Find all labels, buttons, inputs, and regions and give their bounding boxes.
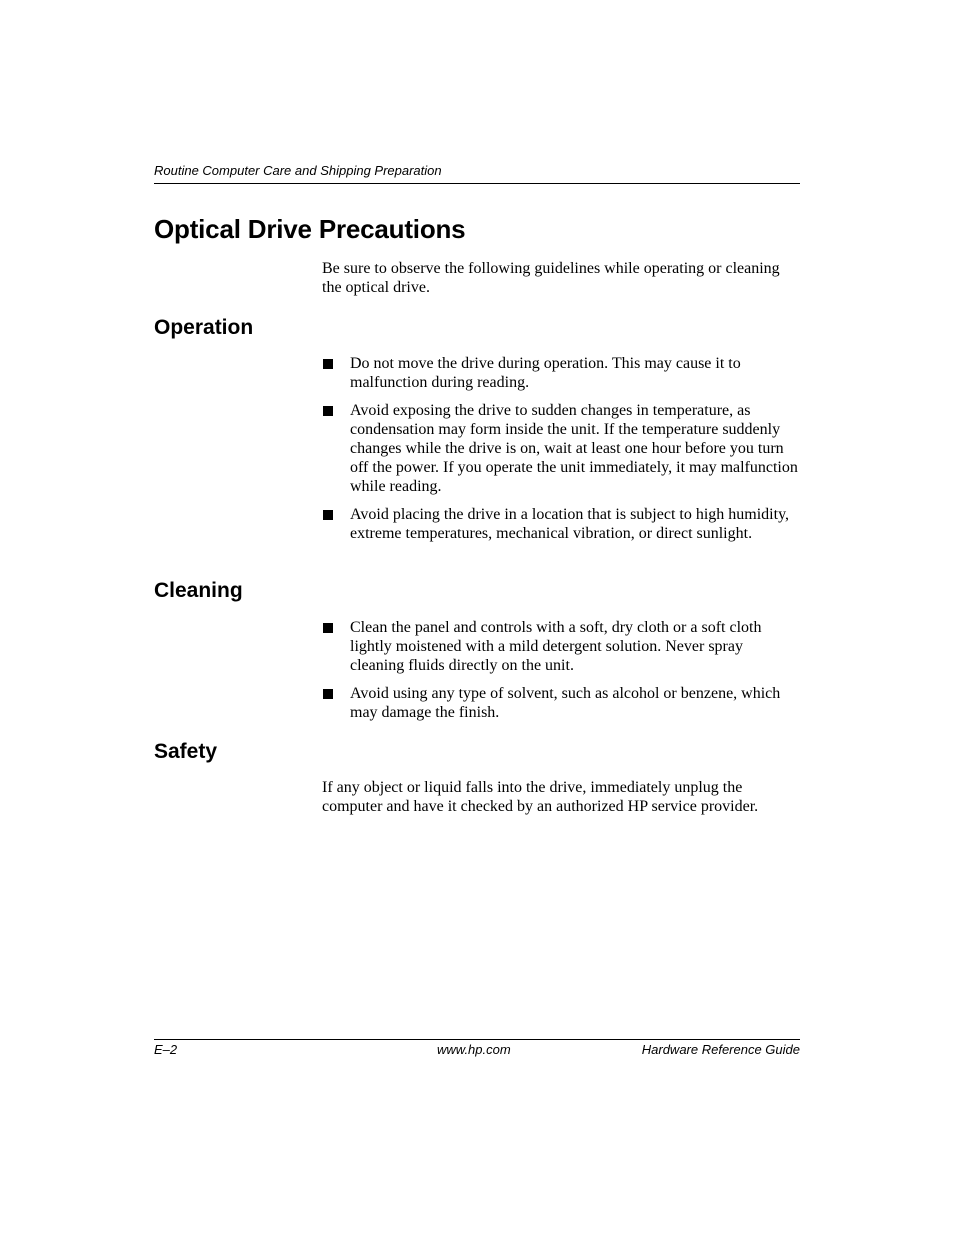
page-number: E–2 — [154, 1042, 178, 1057]
safety-paragraph: If any object or liquid falls into the drive, immediately unplug the computer and have it checked by an authorized HP service provider. — [322, 779, 759, 815]
cleaning-list — [322, 618, 800, 731]
list-item: Do not move the drive during operation. This may cause it to malfunction during reading. — [322, 354, 800, 392]
running-header: Routine Computer Care and Shipping Preparation — [154, 163, 442, 178]
square-bullet-icon — [323, 510, 333, 520]
cleaning-heading: Cleaning — [154, 579, 243, 602]
square-bullet-icon — [323, 689, 333, 699]
square-bullet-icon — [323, 406, 333, 416]
list-item: Clean the panel and controls with a soft, dry cloth or a soft cloth lightly moistened with a mild detergent solution. Never spray cleaning fluids directly on the unit. — [322, 618, 800, 675]
square-bullet-icon — [323, 623, 333, 633]
list-item: Avoid placing the drive in a location that is subject to high humidity, extreme temperatures, mechanical vibration, or direct sunlight. — [322, 505, 800, 543]
header-rule — [154, 183, 800, 184]
list-item: Avoid using any type of solvent, such as alcohol or benzene, which may damage the finish. — [322, 684, 800, 722]
footer-rule — [154, 1039, 800, 1040]
guide-title: Hardware Reference Guide — [641, 1042, 800, 1057]
section-title: Optical Drive Precautions — [154, 214, 466, 244]
list-item: Avoid exposing the drive to sudden changes in temperature, as condensation may form inside the unit. If the temperature suddenly changes while the drive is on, wait at least one hour before you turn off the power. If you operate the unit immediately, it may malfunction while reading. — [322, 401, 800, 496]
footer-url: www.hp.com — [437, 1042, 511, 1057]
operation-list — [322, 354, 800, 552]
operation-heading: Operation — [154, 316, 254, 339]
safety-heading: Safety — [154, 740, 218, 763]
intro-paragraph: Be sure to observe the following guidelines while operating or cleaning the optical drive. — [322, 260, 780, 296]
square-bullet-icon — [323, 359, 333, 369]
